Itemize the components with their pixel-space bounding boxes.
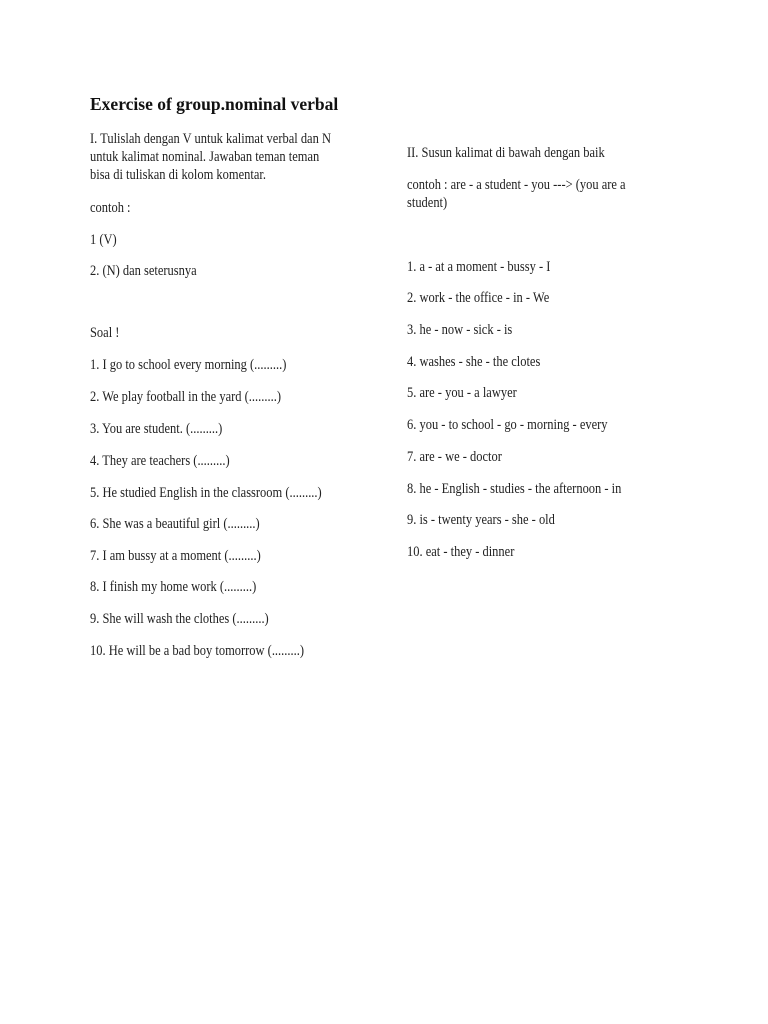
question-item: 8. I finish my home work (.........) <box>90 579 257 595</box>
arrange-item: 10. eat - they - dinner <box>407 544 515 560</box>
example-item: 2. (N) dan seterusnya <box>90 263 197 279</box>
example-item: 1 (V) <box>90 232 117 248</box>
question-item: 3. You are student. (.........) <box>90 421 223 437</box>
arrange-item: 9. is - twenty years - she - old <box>407 512 555 528</box>
question-item: 7. I am bussy at a moment (.........) <box>90 548 261 564</box>
arrange-item: 5. are - you - a lawyer <box>407 385 517 401</box>
question-item: 10. He will be a bad boy tomorrow (.........) <box>90 643 305 659</box>
instruction-line: bisa di tuliskan di kolom komentar. <box>90 167 266 183</box>
arrange-item: 7. are - we - doctor <box>407 449 502 465</box>
example-label: contoh : <box>90 200 131 216</box>
section2-example-line: contoh : are - a student - you ---> (you are a <box>407 177 626 193</box>
section2-example-line: student) <box>407 195 448 211</box>
arrange-item: 2. work - the office - in - We <box>407 290 550 306</box>
question-item: 9. She will wash the clothes (.........) <box>90 611 269 627</box>
arrange-item: 3. he - now - sick - is <box>407 322 513 338</box>
section2-instruction: II. Susun kalimat di bawah dengan baik <box>407 145 605 161</box>
arrange-item: 8. he - English - studies - the afternoon - in <box>407 481 622 497</box>
question-item: 4. They are teachers (.........) <box>90 453 230 469</box>
question-item: 6. She was a beautiful girl (.........) <box>90 516 260 532</box>
instruction-line: I. Tulislah dengan V untuk kalimat verbal dan N <box>90 131 331 147</box>
question-item: 1. I go to school every morning (.........) <box>90 357 287 373</box>
question-item: 2. We play football in the yard (.........) <box>90 389 281 405</box>
question-item: 5. He studied English in the classroom (.........) <box>90 485 322 501</box>
arrange-item: 6. you - to school - go - morning - every <box>407 417 608 433</box>
arrange-item: 4. washes - she - the clotes <box>407 354 541 370</box>
arrange-item: 1. a - at a moment - bussy - I <box>407 259 551 275</box>
document-title: Exercise of group.nominal verbal <box>90 94 339 114</box>
questions-label: Soal ! <box>90 325 120 341</box>
instruction-line: untuk kalimat nominal. Jawaban teman teman <box>90 149 320 165</box>
